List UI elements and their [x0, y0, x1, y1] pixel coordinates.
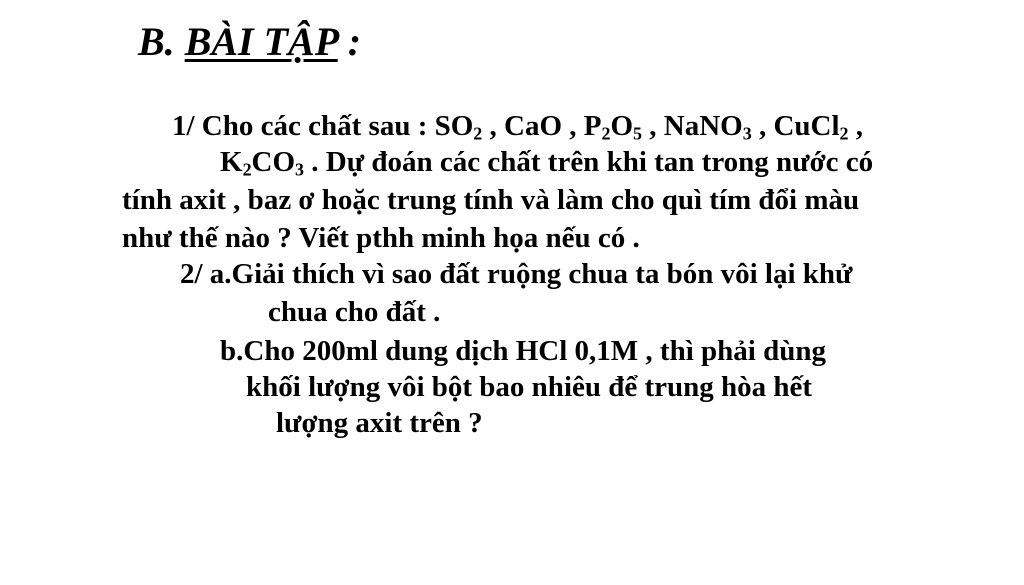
exercise-1-line-3: tính axit , baz ơ hoặc trung tính và làm cho quì tím đổi màu — [122, 184, 860, 216]
compound-cao: CaO — [504, 110, 563, 142]
exercise-2b-line-2: khối lượng vôi bột bao nhiêu để trung hòa hết — [246, 371, 813, 403]
exercise-2a-line-2: chua cho đất . — [268, 296, 441, 328]
exercise-1-question: . Dự đoán các chất trên khi tan trong nước có — [304, 146, 874, 178]
exercise-1-line-4: như thế nào ? Viết pthh minh họa nếu có . — [122, 222, 640, 254]
exercise-1-line-1: 1/ Cho các chất sau : $SO_2$ , CaO , $P_2O_5$ , NaNO$_3$ , CuCl$_2$ , — [172, 110, 864, 144]
exercise-1-intro: 1/ Cho các chất sau : — [172, 110, 435, 142]
compound-p2o5: $P_2O_5$ — [583, 110, 643, 144]
heading-suffix: : — [337, 19, 362, 64]
compound-k2co3: $K_2CO_3$ — [220, 146, 305, 180]
heading-prefix: B. — [138, 19, 185, 64]
compound-so2: $SO_2$ — [434, 110, 483, 144]
exercise-1-line-2 — [220, 144, 873, 180]
compound-cucl2: CuCl$_2$ — [773, 110, 849, 144]
section-heading — [138, 18, 361, 66]
exercise-2b-line-1: b.Cho 200ml dung dịch HCl 0,1M , thì phải dùng — [220, 335, 826, 367]
exercise-2a-line-1: 2/ a.Giải thích vì sao đất ruộng chua ta bón vôi lại khử — [180, 258, 853, 290]
compound-nano3: NaNO$_3$ — [663, 110, 752, 144]
heading-title: BÀI TẬP — [184, 19, 338, 64]
exercise-2b-line-3: lượng axit trên ? — [276, 407, 483, 439]
